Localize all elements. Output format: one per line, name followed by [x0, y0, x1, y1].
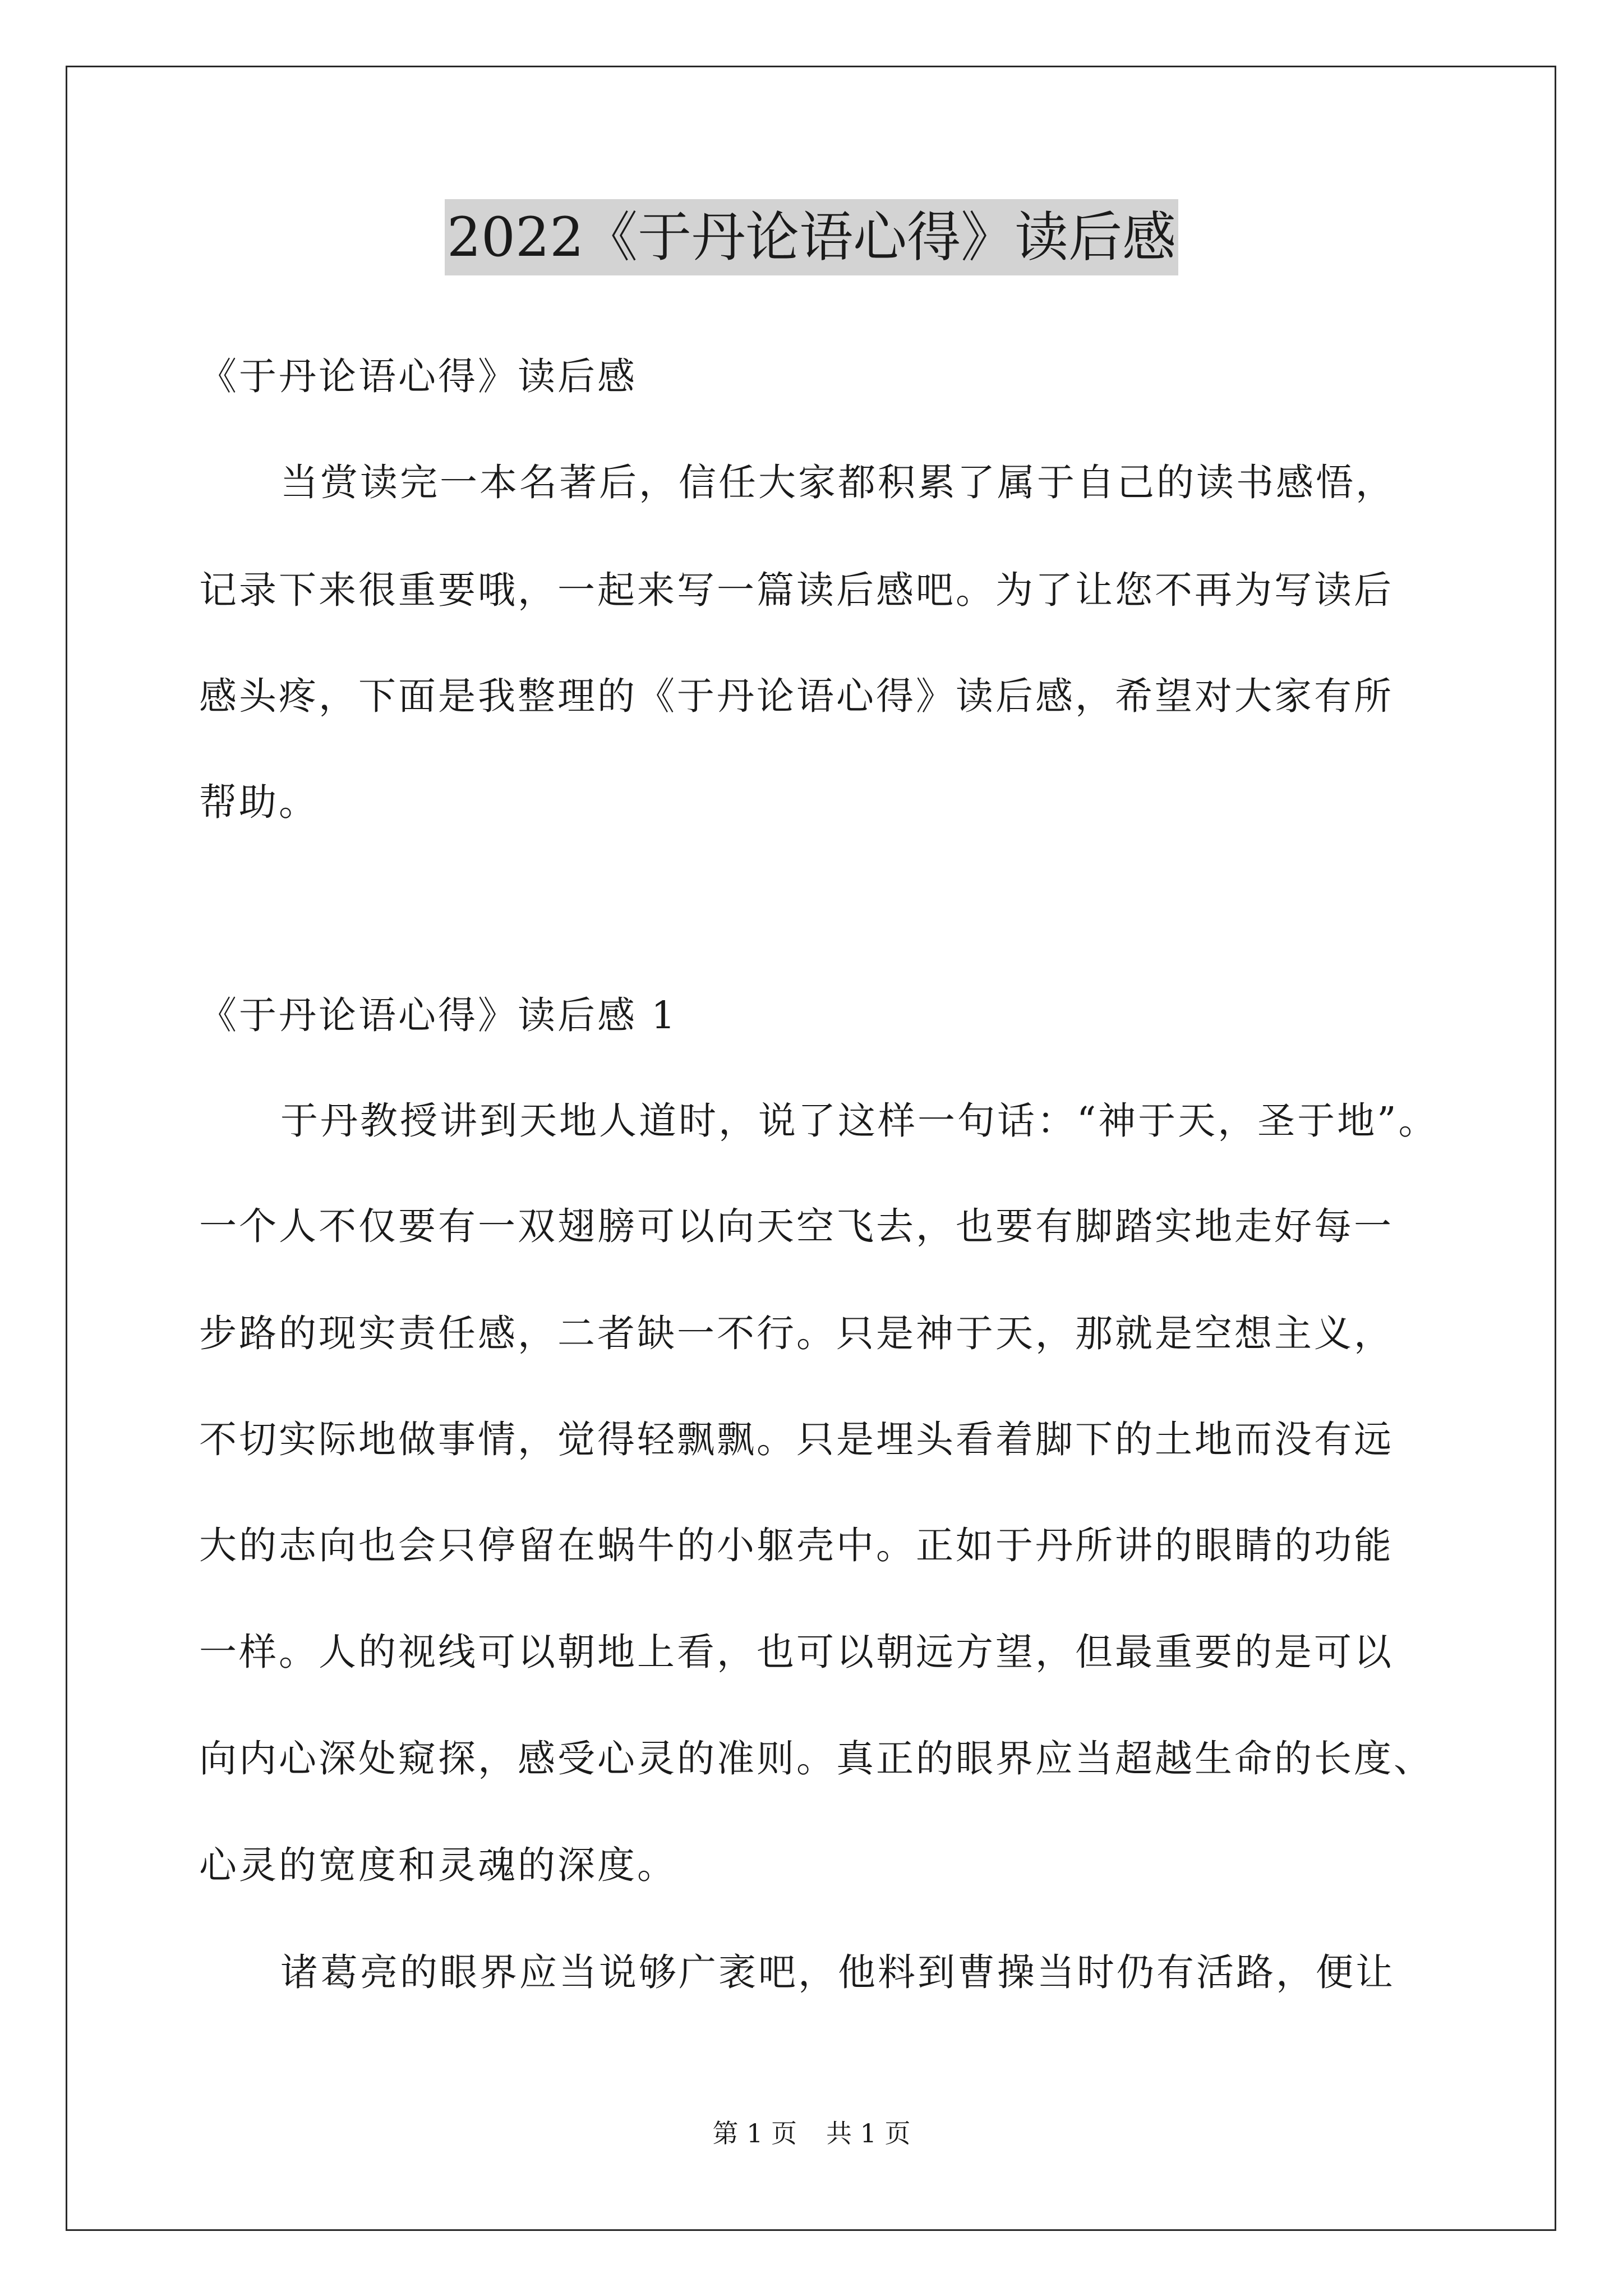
title-container [0, 199, 1623, 275]
body-line-8: 心灵的宽度和灵魂的深度。 [199, 1843, 677, 1887]
intro-line-4: 帮助。 [199, 780, 319, 824]
body-line-4: 不切实际地做事情，觉得轻飘飘。只是埋头看着脚下的土地而没有远 [199, 1418, 1394, 1461]
intro-line-2: 记录下来很重要哦，一起来写一篇读后感吧。为了让您不再为写读后 [199, 568, 1394, 612]
subtitle-1: 《于丹论语心得》读后感 [199, 355, 637, 398]
document-title: 2022《于丹论语心得》读后感 [445, 199, 1178, 275]
body-line-5: 大的志向也会只停留在蜗牛的小躯壳中。正如于丹所讲的眼睛的功能 [199, 1524, 1394, 1567]
body-line-6: 一样。人的视线可以朝地上看，也可以朝远方望，但最重要的是可以 [199, 1630, 1394, 1674]
intro-line-1: 当赏读完一本名著后，信任大家都积累了属于自己的读书感悟， [280, 461, 1395, 504]
page-number: 第 1 页 [712, 2118, 797, 2148]
body-line-9: 诸葛亮的眼界应当说够广袤吧，他料到曹操当时仍有活路，便让 [280, 1950, 1395, 1994]
body-line-3: 步路的现实责任感，二者缺一不行。只是神于天，那就是空想主义， [199, 1312, 1394, 1355]
body-line-7: 向内心深处窥探，感受心灵的准则。真正的眼界应当超越生命的长度、 [199, 1737, 1433, 1780]
page-total: 共 1 页 [826, 2118, 911, 2148]
body-line-2: 一个人不仅要有一双翅膀可以向天空飞去，也要有脚踏实地走好每一 [199, 1204, 1394, 1248]
page-footer [0, 2116, 1623, 2150]
subtitle-2: 《于丹论语心得》读后感 1 [199, 993, 677, 1037]
body-line-1: 于丹教授讲到天地人道时，说了这样一句话：“神于天，圣于地”。 [280, 1099, 1438, 1143]
intro-line-3: 感头疼，下面是我整理的《于丹论语心得》读后感，希望对大家有所 [199, 674, 1394, 718]
